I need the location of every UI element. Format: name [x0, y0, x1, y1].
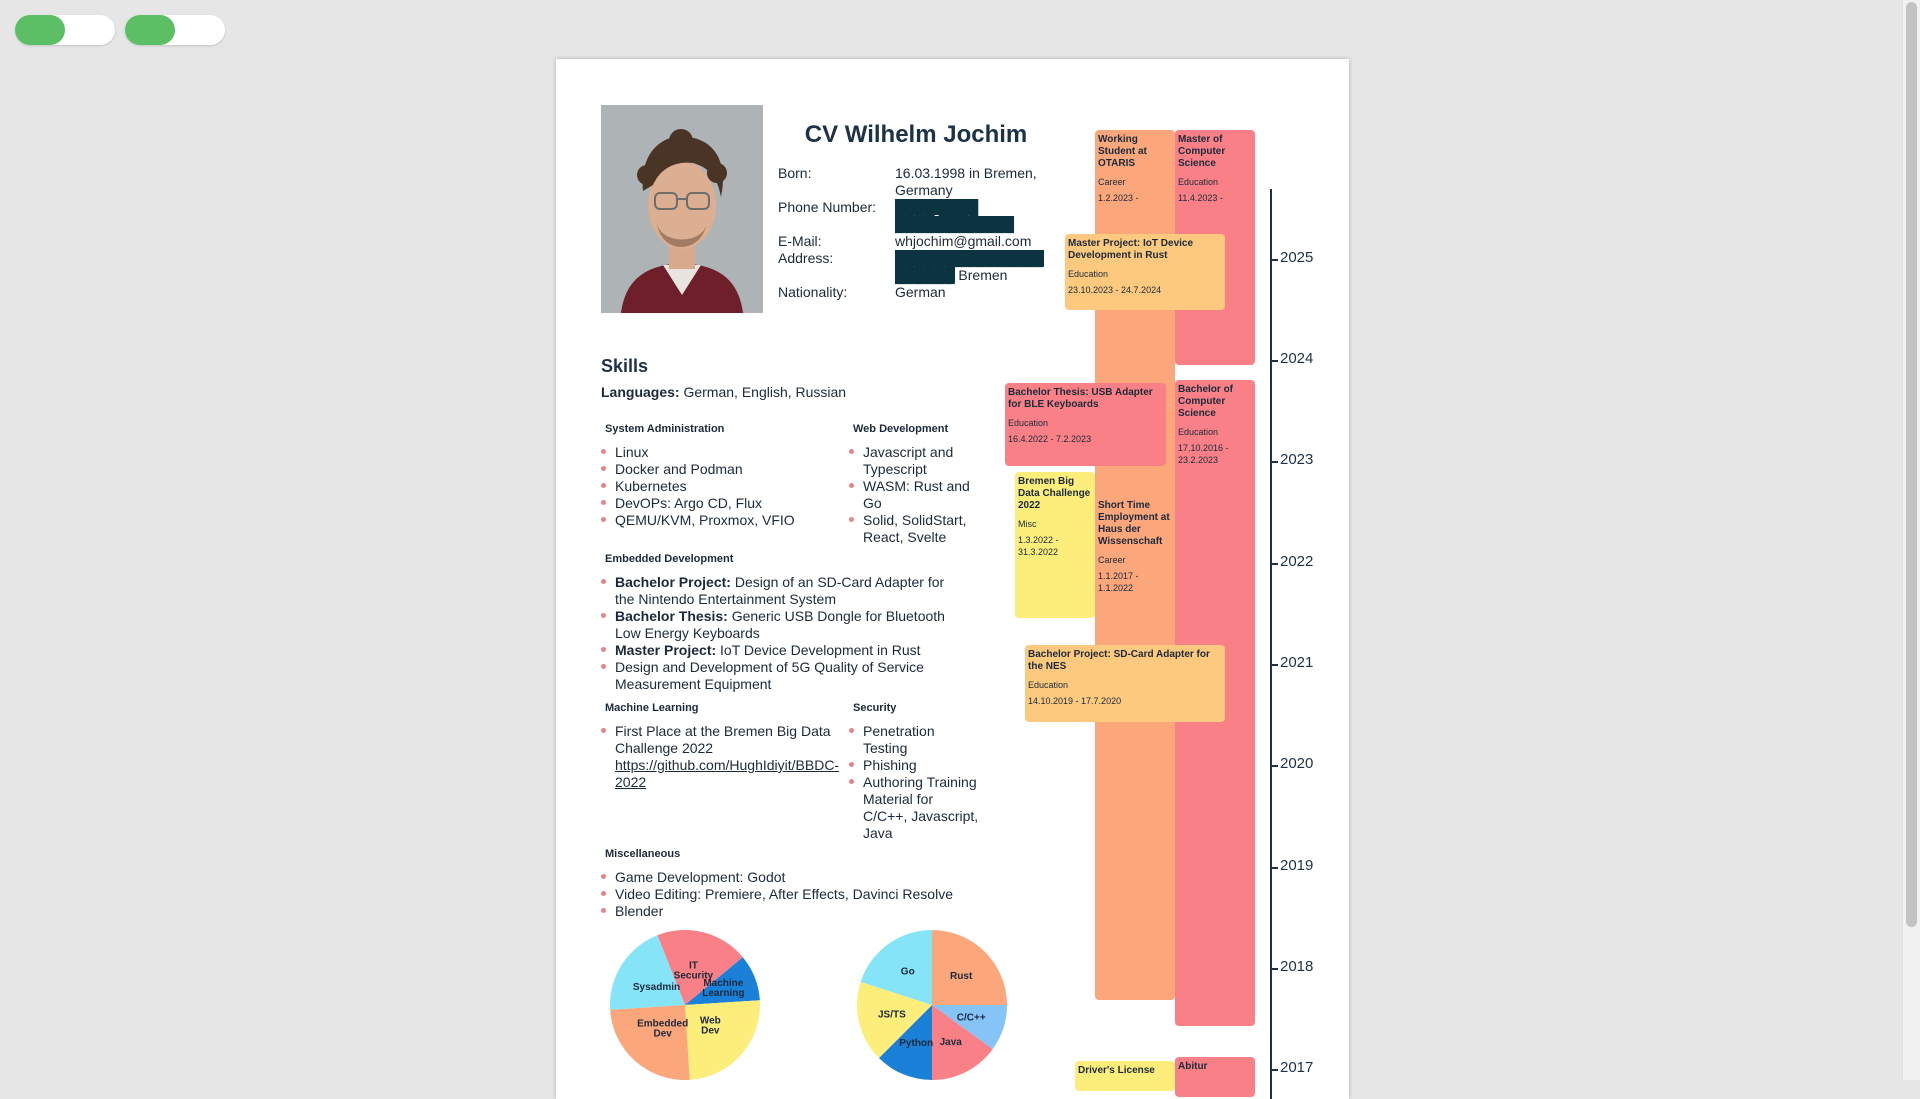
pie-label: Web Dev — [699, 1015, 721, 1037]
timeline-card-bbdc[interactable] — [1015, 472, 1095, 618]
list-item: Phishing — [849, 757, 979, 774]
year-tick — [1270, 461, 1278, 463]
skill-areas-pie-chart — [609, 929, 761, 1081]
list-item: Game Development: Godot — [601, 869, 981, 886]
card-date: 17.10.2016 - 23.2.2023 — [1178, 443, 1229, 465]
year-label: 2018 — [1280, 958, 1314, 975]
year-label: 2020 — [1280, 755, 1314, 772]
card-category: Career — [1098, 177, 1126, 187]
toggle-knob — [125, 15, 175, 45]
card-date: 14.10.2019 - 17.7.2020 — [1028, 696, 1122, 706]
list-item — [601, 574, 961, 608]
personal-info — [778, 165, 1043, 301]
profile-photo-image — [601, 105, 763, 313]
timeline-card-bachelor-project[interactable] — [1025, 645, 1225, 722]
list-item: Kubernetes — [601, 478, 841, 495]
list-item — [601, 723, 841, 791]
pie-label: IT Security — [673, 960, 714, 982]
card-date: 11.4.2023 - — [1178, 193, 1223, 203]
languages-pie-chart — [856, 929, 1008, 1081]
card-date: 1.1.2017 - 1.1.2022 — [1098, 571, 1139, 593]
info-value: 16.03.1998 in Bremen, Germany — [895, 165, 1037, 198]
item-text: Design of an SD-Card Adapter for the Nintendo Entertainment System — [615, 574, 945, 607]
toggle-switch-2[interactable] — [125, 15, 225, 45]
pie-label: Java — [939, 1036, 962, 1048]
year-tick — [1270, 1069, 1278, 1071]
section-heading: System Administration — [605, 423, 725, 435]
year-tick — [1270, 664, 1278, 666]
pie-label: Embedded Dev — [637, 1018, 689, 1040]
languages-label: Languages: — [601, 384, 680, 400]
email-value: whjochim@gmail.com — [895, 233, 1032, 249]
card-category: Career — [1098, 555, 1126, 565]
section-heading: Machine Learning — [605, 702, 699, 714]
scrollbar-thumb[interactable] — [1906, 2, 1917, 927]
list-item — [601, 659, 961, 693]
card-title: Master of Computer Science — [1178, 134, 1226, 169]
list-item: Blender — [601, 903, 981, 920]
year-label: 2022 — [1280, 553, 1314, 570]
card-date: 1.2.2023 - — [1098, 193, 1139, 203]
info-label: Born: — [778, 165, 812, 181]
list-item: QEMU/KVM, Proxmox, VFIO — [601, 512, 841, 529]
year-label: 2024 — [1280, 350, 1314, 367]
card-title: Master Project: IoT Device Development in Rust — [1068, 238, 1194, 261]
info-value-wrap — [895, 250, 1043, 284]
redacted-phone: ████ ████ ████████████ — [895, 199, 1015, 232]
redacted-address-line1: ███████████████ — [895, 250, 1044, 266]
list-item — [601, 608, 961, 642]
timeline-axis — [1270, 189, 1348, 1099]
card-title: Abitur — [1178, 1061, 1208, 1072]
section-ml — [601, 700, 841, 791]
list-item: Authoring Training Material for C/C++, Javascript, Java — [849, 774, 979, 842]
section-security — [849, 700, 979, 842]
card-category: Misc — [1018, 519, 1037, 529]
profile-photo — [601, 105, 763, 313]
item-text: First Place at the Bremen Big Data Challenge 2022 — [615, 723, 831, 756]
year-tick — [1270, 360, 1278, 362]
info-value: German — [895, 284, 946, 300]
card-date: 1.3.2022 - 31.3.2022 — [1018, 535, 1059, 557]
list-item: Video Editing: Premiere, After Effects, Davinci Resolve — [601, 886, 981, 903]
year-tick — [1270, 968, 1278, 970]
year-tick — [1270, 765, 1278, 767]
card-date: 16.4.2022 - 7.2.2023 — [1008, 434, 1092, 444]
page-scrollbar[interactable] — [1902, 0, 1920, 1080]
info-label: Phone Number: — [778, 199, 877, 215]
info-row-born — [778, 165, 1043, 199]
list-item: Solid, SolidStart, React, Svelte — [849, 512, 979, 546]
languages-line — [601, 384, 846, 400]
card-category: Education — [1008, 418, 1049, 428]
item-bold: Master Project: — [615, 642, 717, 658]
year-tick — [1270, 563, 1278, 565]
info-label: E-Mail: — [778, 233, 822, 249]
pie-slice-embedded-dev — [610, 1005, 690, 1080]
section-embedded — [601, 551, 961, 693]
address-city: Bremen — [954, 267, 1008, 283]
info-label: Address: — [778, 250, 834, 266]
list-item — [601, 642, 961, 659]
year-label: 2017 — [1280, 1059, 1314, 1076]
section-heading: Embedded Development — [605, 553, 734, 565]
section-misc — [601, 846, 981, 920]
card-date: 23.10.2023 - 24.7.2024 — [1068, 285, 1162, 295]
info-row-email — [778, 233, 1043, 250]
item-text: IoT Device Development in Rust — [716, 642, 921, 658]
timeline-card-haus-der-wissenschaft[interactable] — [1095, 496, 1175, 666]
item-text: Design and Development of 5G Quality of Service Measurement Equipment — [615, 659, 924, 692]
pie-slice-web-dev — [685, 1000, 760, 1080]
cv-page — [556, 59, 1349, 1099]
section-sysadmin — [601, 421, 841, 529]
item-bold: Bachelor Thesis: — [615, 608, 728, 624]
year-label: 2025 — [1280, 249, 1314, 266]
section-webdev — [849, 421, 979, 546]
card-title: Bachelor of Computer Science — [1178, 384, 1234, 419]
list-item: Penetration Testing — [849, 723, 979, 757]
info-row-address — [778, 250, 1043, 284]
item-text: Generic USB Dongle for Bluetooth Low Energy Keyboards — [615, 608, 945, 641]
pie-label: Machine Learning — [702, 977, 745, 999]
timeline-line — [1270, 189, 1272, 1099]
list-item: WASM: Rust and Go — [849, 478, 979, 512]
skills-heading: Skills — [601, 356, 649, 376]
redacted-address-line2: ██████ — [895, 267, 955, 283]
pie-label: Go — [900, 966, 915, 978]
card-title: Short Time Employment at Haus der Wissenschaft — [1098, 500, 1170, 547]
info-value-wrap — [895, 199, 1043, 233]
card-title: Driver's License — [1078, 1065, 1155, 1076]
bbdc-github-link[interactable]: https://github.com/HughIdiyit/BBDC-2022 — [615, 757, 840, 790]
info-row-nationality — [778, 284, 1043, 301]
pie-label: JS/TS — [877, 1009, 906, 1021]
section-heading: Security — [853, 702, 897, 714]
languages-value: German, English, Russian — [679, 384, 847, 400]
card-title: Bachelor Project: SD-Card Adapter for the NES — [1028, 649, 1210, 672]
timeline-card-drivers-license[interactable] — [1075, 1061, 1175, 1091]
cv-title: CV Wilhelm Jochim — [804, 121, 1028, 148]
pie-label: Rust — [950, 970, 973, 982]
section-heading: Web Development — [853, 423, 949, 435]
timeline-card-master-project[interactable] — [1065, 234, 1225, 310]
toggle-switch-1[interactable] — [15, 15, 115, 45]
year-label: 2023 — [1280, 451, 1314, 468]
card-title: Bremen Big Data Challenge 2022 — [1018, 476, 1091, 511]
year-label: 2021 — [1280, 654, 1314, 671]
list-item: Javascript and Typescript — [849, 444, 979, 478]
year-label: 2019 — [1280, 857, 1314, 874]
item-bold: Bachelor Project: — [615, 574, 731, 590]
year-tick — [1270, 867, 1278, 869]
pie-label: Python — [899, 1038, 934, 1050]
section-heading: Miscellaneous — [605, 848, 681, 860]
info-label: Nationality: — [778, 284, 848, 300]
toggle-knob — [15, 15, 65, 45]
year-tick — [1270, 259, 1278, 261]
card-category: Education — [1178, 177, 1219, 187]
card-category: Education — [1178, 427, 1219, 437]
card-title: Working Student at OTARIS — [1098, 134, 1147, 169]
pie-slice-rust — [932, 930, 1007, 1005]
card-category: Education — [1028, 680, 1069, 690]
list-item: Docker and Podman — [601, 461, 841, 478]
card-title: Bachelor Thesis: USB Adapter for BLE Keyboards — [1008, 387, 1153, 410]
pie-label: Sysadmin — [632, 981, 681, 993]
timeline-card-bachelor-thesis[interactable] — [1005, 383, 1166, 466]
pie-label: C/C++ — [956, 1012, 986, 1024]
list-item: Linux — [601, 444, 841, 461]
info-row-phone — [778, 199, 1043, 233]
card-category: Education — [1068, 269, 1109, 279]
timeline-card-abitur[interactable] — [1175, 1057, 1255, 1097]
list-item: DevOPs: Argo CD, Flux — [601, 495, 841, 512]
